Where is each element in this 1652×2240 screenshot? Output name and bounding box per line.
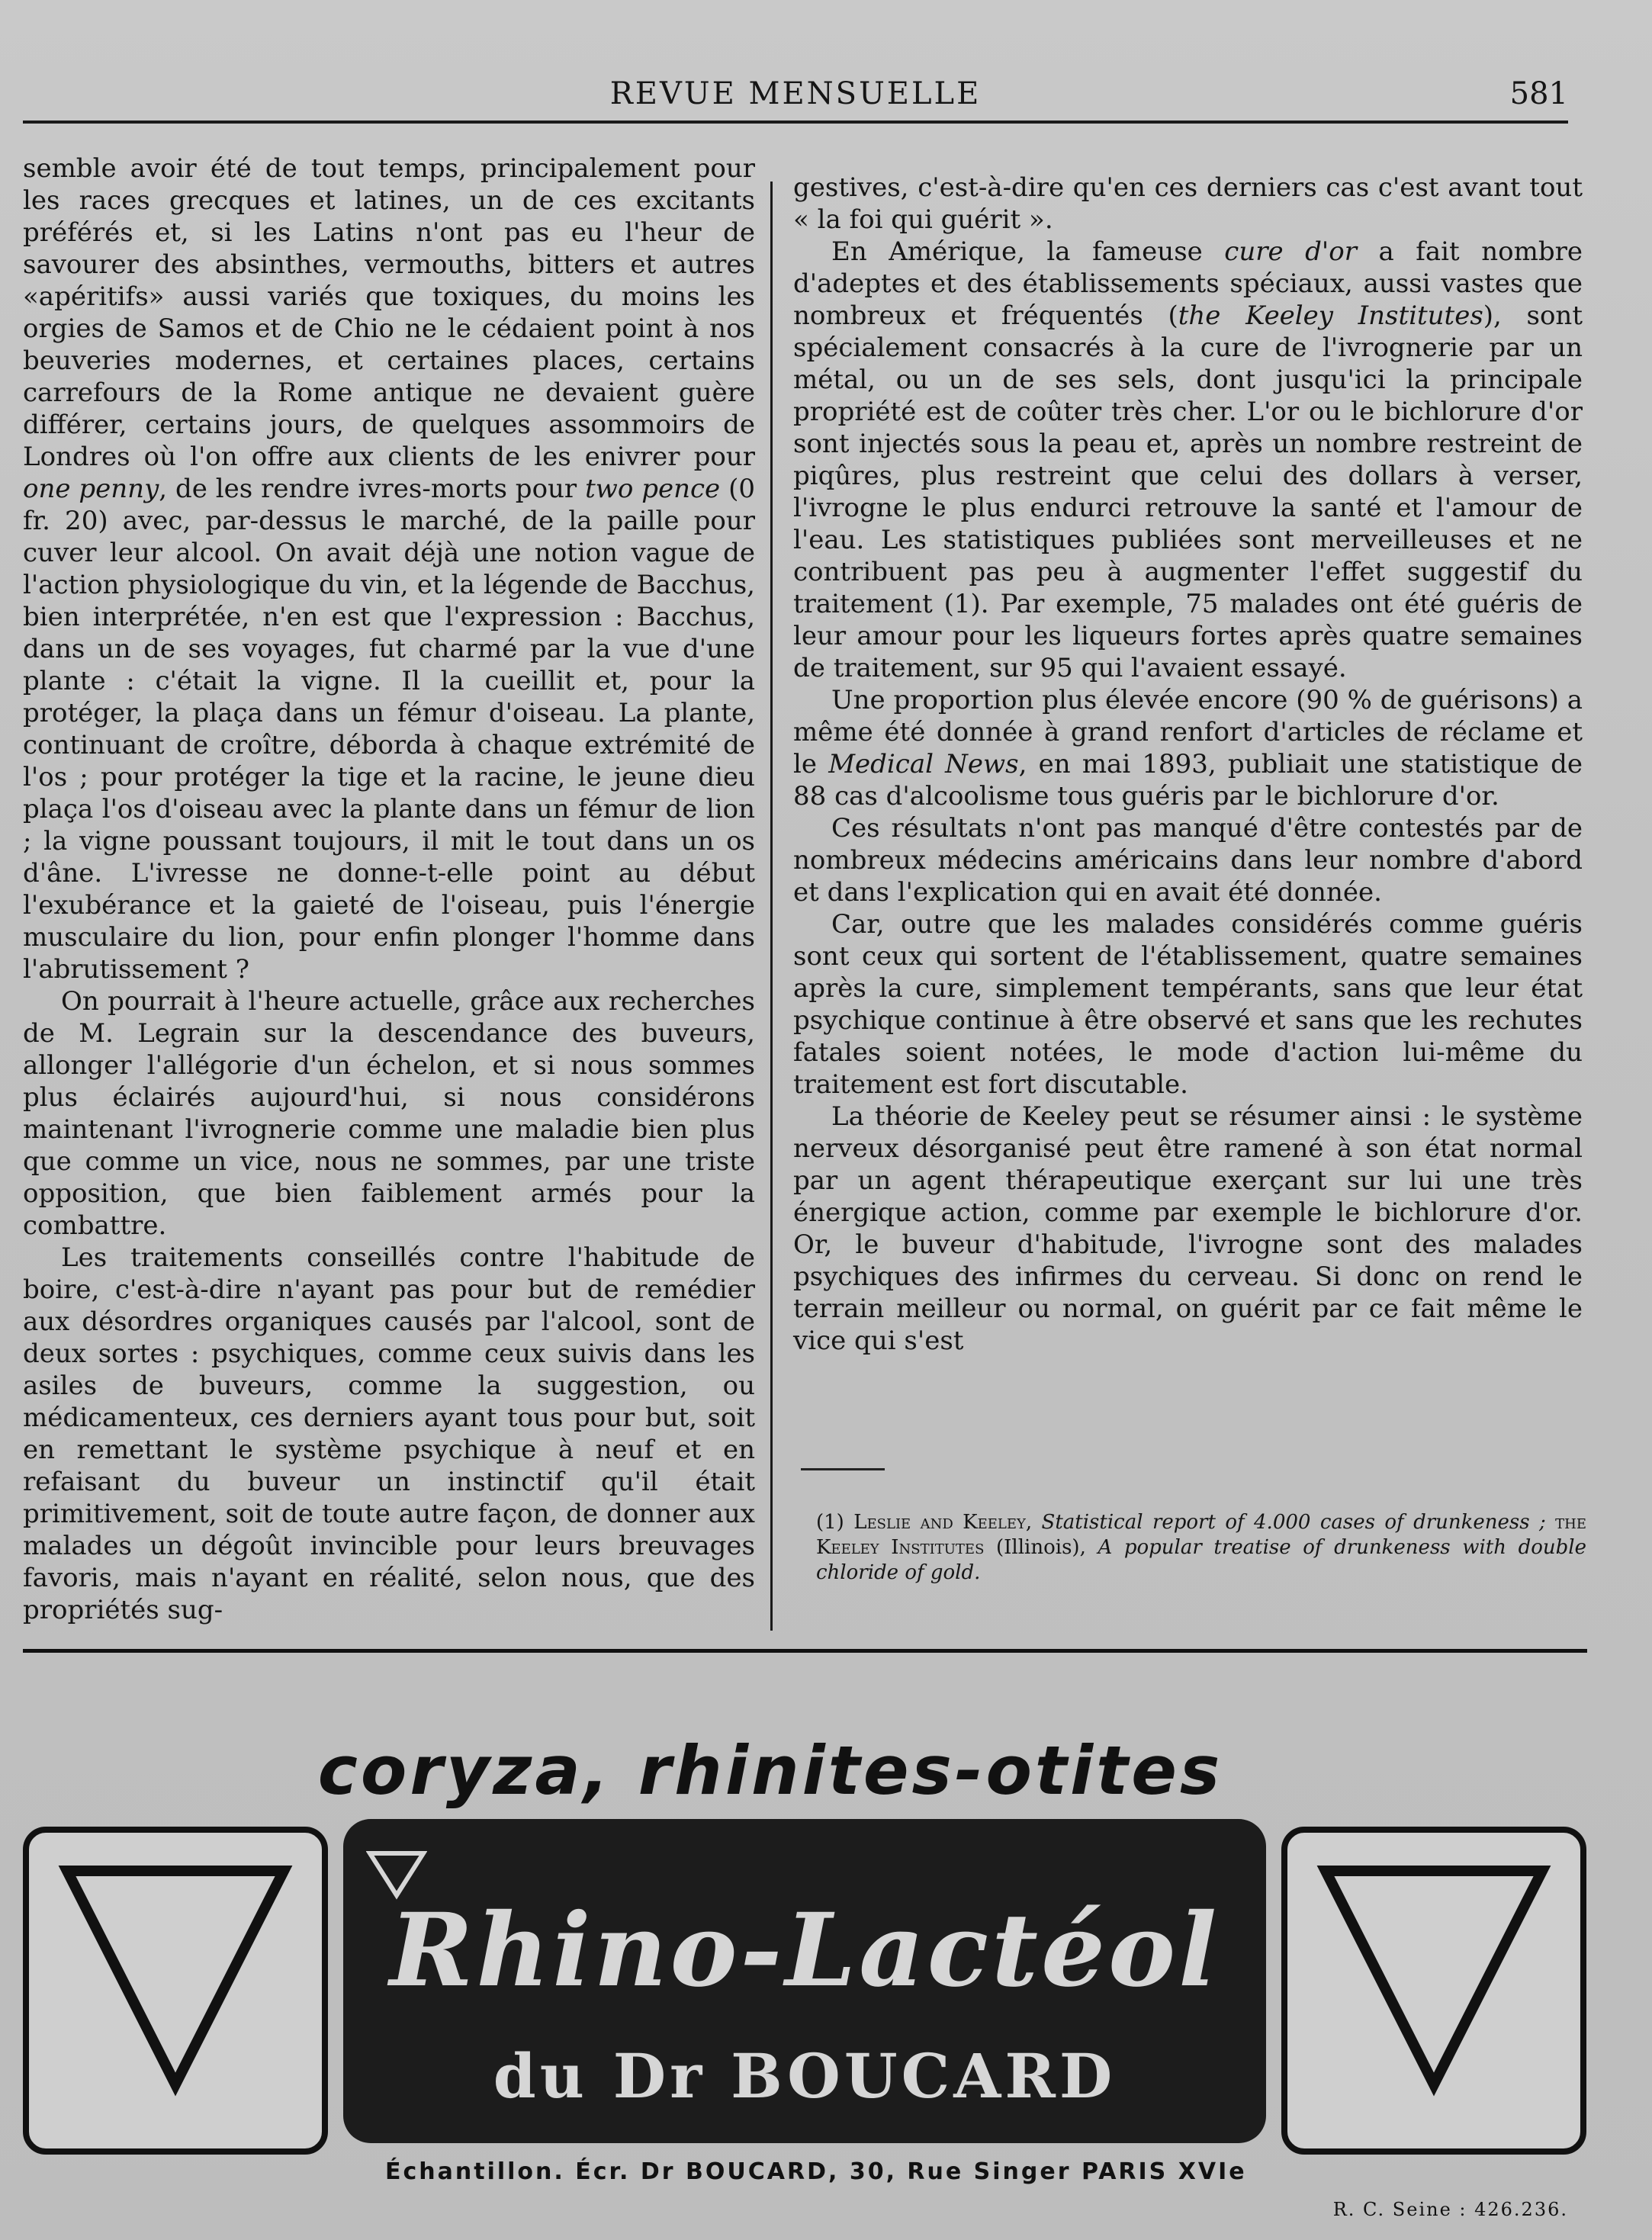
left-column — [23, 153, 755, 1626]
right-paragraph-1: gestives, c'est-à-dire qu'en ces derniers cas c'est avant tout « la foi qui guérit ». — [793, 172, 1583, 235]
page-number: 581 — [1509, 76, 1568, 111]
ad-headline: coryza, rhinites-otites — [317, 1731, 1223, 1810]
triangle-icon — [1287, 1833, 1580, 2148]
ad-brand-panel — [343, 1819, 1266, 2143]
column-divider — [770, 182, 773, 1631]
ad-brand-name: Rhino-Lactéol — [389, 1891, 1220, 2010]
ad-triangle-panel-left — [23, 1827, 328, 2155]
triangle-icon — [29, 1833, 322, 2148]
right-paragraph-3: Une proportion plus élevée encore (90 % de guérisons) a même été donnée à grand renfort d'articles de réclame et le Medical News, en mai 1893, publiait une statistique de 88 cas d'alcoolisme tous guéris par le bichlorure d'or. — [793, 685, 1583, 811]
ad-triangle-panel-right — [1281, 1827, 1586, 2155]
right-paragraph-5: Car, outre que les malades considérés comme guéris sont ceux qui sortent de l'établissement, quatre semaines après la cure, simplement tempérants, sans que leur état psychique continue à être observé et sans que les rechutes fatales soient notées, le mode d'action lui-même du traitement est fort discutable. — [793, 909, 1583, 1100]
page-header — [23, 70, 1568, 124]
advertisement-rule — [23, 1649, 1587, 1653]
footnote-rule — [801, 1468, 885, 1470]
footnote: (1) Leslie and Keeley, Statistical report of 4.000 cases of drunkeness ; the Keeley Institutes (Illinois), A popular treatise of drunkeness with double chloride of gold. — [816, 1511, 1586, 1584]
header-rule — [23, 121, 1568, 124]
left-paragraph-3: Les traitements conseillés contre l'habitude de boire, c'est-à-dire n'ayant pas pour but de remédier aux désordres organiques causés par l'alcool, sont de deux sortes : psychiques, comme ceux suivis dans les asiles de buveurs, comme la suggestion, ou médicamenteux, ces derniers ayant tous pour but, soit en remettant le système psychique à neuf et en refaisant du buveur un instinctif qu'il était primitivement, soit de toute autre façon, de donner aux malades un dégoût invincible pour leurs breuvages favoris, mais n'ayant en réalité, selon nous, que des propriétés sug- — [23, 1242, 755, 1625]
left-paragraph-1: semble avoir été de tout temps, principalement pour les races grecques et latines, un de ces excitants préférés et, si les Latins n'ont pas eu l'heur de savourer des absinthes, vermouths, bitters et autres «apéritifs» aussi variés que toxiques, du moins les orgies de Samos et de Chio ne le cédaient point à nos beuveries modernes, et certaines places, certains carrefours de la Rome antique ne devaient guère différer, certains jours, de quelques assommoirs de Londres où l'on offre aux clients de les enivrer pour one penny, de les rendre ivres-morts pour two pence (0 fr. 20) avec, par-dessus le marché, de la paille pour cuver leur alcool. On avait déjà une notion vague de l'action physiologique du vin, et la légende de Bacchus, bien interprétée, n'en est que l'expression : Bacchus, dans un de ses voyages, fut charmé par la vue d'une plante : c'était la vigne. Il la cueillit et, pour la protéger, la plaça dans un fémur d'oiseau. La plante, continuant de croître, déborda à chaque extrémité de l'os ; pour protéger la tige et la racine, le jeune dieu plaça l'os d'oiseau avec la plante dans un fémur de lion ; la vigne poussant toujours, il mit le tout dans un os d'âne. L'ivresse ne donne-t-elle point au début l'exubérance et la gaieté de l'oiseau, puis l'énergie musculaire du lion, pour enfin plonger l'homme dans l'abrutissement ? — [23, 153, 755, 985]
ad-brand-subtitle: du Dr BOUCARD — [493, 2040, 1117, 2112]
running-title: REVUE MENSUELLE — [609, 76, 982, 111]
right-paragraph-4: Ces résultats n'ont pas manqué d'être contestés par de nombreux médecins américains dans leur nombre d'abord et dans l'explication qui en avait été donnée. — [793, 813, 1583, 908]
right-column — [793, 172, 1583, 1357]
ad-address-line: Échantillon. Écr. Dr BOUCARD, 30, Rue Singer PARIS XVIe — [385, 2158, 1247, 2185]
left-paragraph-2: On pourrait à l'heure actuelle, grâce aux recherches de M. Legrain sur la descendance des buveurs, allonger l'allégorie d'un échelon, et si nous sommes plus éclairés aujourd'hui, si nous considérons maintenant l'ivrognerie comme une maladie bien plus que comme un vice, nous ne sommes, par une triste opposition, que bien faiblement armés pour la combattre. — [23, 986, 755, 1241]
right-paragraph-2: En Amérique, la fameuse cure d'or a fait nombre d'adeptes et des établissements spéciaux, aussi vastes que nombreux et fréquentés (the Keeley Institutes), sont spécialement consacrés à la cure de l'ivrognerie par un métal, ou un de ses sels, dont jusqu'ici la principale propriété est de coûter très cher. L'or ou le bichlorure d'or sont injectés sous la peau et, après un nombre restreint de piqûres, plus restreint que celui des dollars à verser, l'ivrogne le plus endurci retrouve la santé et l'amour de l'eau. Les statistiques publiées sont merveilleuses et ne contribuent pas peu à augmenter l'effet suggestif du traitement (1). Par exemple, 75 malades ont été guéris de leur amour pour les liqueurs fortes après quatre semaines de traitement, sur 95 qui l'avaient essayé. — [793, 236, 1583, 683]
right-paragraph-6: La théorie de Keeley peut se résumer ainsi : le système nerveux désorganisé peut être ramené à son état normal par un agent thérapeutique exerçant sur lui une très énergique action, comme par exemple le bichlorure d'or. Or, le buveur d'habitude, l'ivrogne sont des malades psychiques des infirmes du cerveau. Si donc on rend le terrain meilleur ou normal, on guérit par ce fait même le vice qui s'est — [793, 1101, 1583, 1356]
registration-number: R. C. Seine : 426.236. — [1332, 2199, 1568, 2220]
